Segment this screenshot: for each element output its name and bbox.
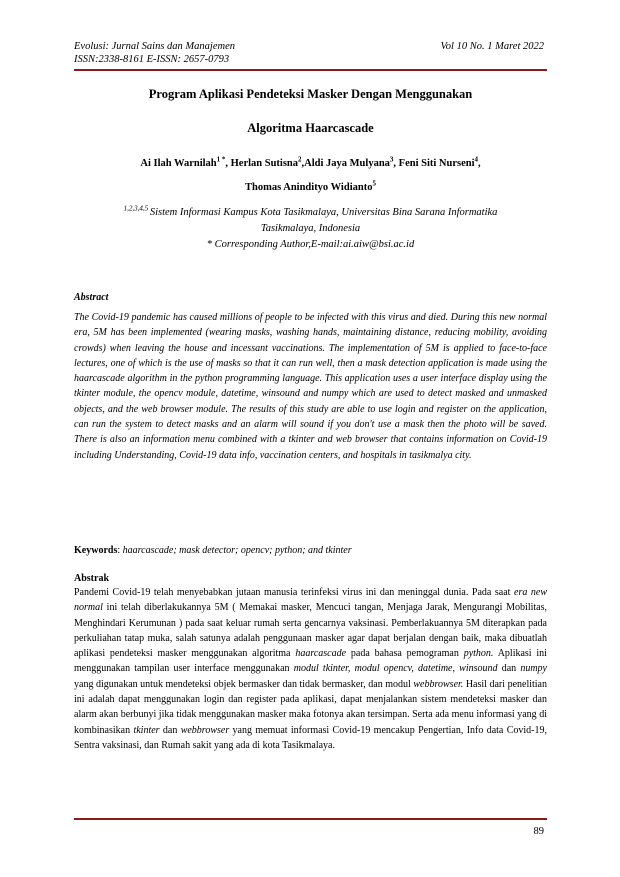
- abstrak-italic-run: haarcascade: [295, 648, 347, 660]
- abstrak-run: Aplikasi ini menggunakan tampilan user interface menggunakan: [74, 648, 547, 675]
- author-affiliation-mark: 3: [389, 155, 394, 164]
- paper-title-line-1: Program Aplikasi Pendeteksi Masker Dengan Menggunakan: [148, 87, 473, 101]
- journal-issn: ISSN:2338-8161 E-ISSN: 2657-0793: [74, 54, 230, 65]
- keywords-label: Keywords: [74, 545, 118, 556]
- abstrak-run: yang memuat informasi Covid-19 mencakup Pengertian, Info data Covid-19, Sentra vaksinasi, dan Rumah sakit yang ada di kota Tasikmalaya.: [74, 724, 547, 751]
- abstrak-italic-run: tkinter: [133, 724, 160, 736]
- abstrak-italic-run: webbrowser: [180, 724, 230, 736]
- author-affiliation-mark: 1 *: [216, 155, 226, 164]
- abstrak-run: pada bahasa pemograman: [346, 648, 464, 660]
- abstrak-italic-run: webbrowser.: [413, 678, 464, 690]
- affiliation-line: Tasikmalaya, Indonesia: [260, 223, 361, 234]
- author-name: Ai Ilah Warnilah: [140, 158, 217, 169]
- author-affiliation-mark: 4: [474, 155, 478, 164]
- abstrak-run: dan: [159, 724, 181, 736]
- abstrak-run: yang digunakan untuk mendeteksi objek bermasker dan tidak bermasker, dan modul: [74, 678, 414, 690]
- abstrak-text: [74, 585, 547, 753]
- running-header-left: [74, 40, 235, 66]
- abstrak-run: Pandemi Covid-19 telah menyebabkan jutaan manusia terinfeksi virus ini dan meninggal dunia. Pada saat: [74, 587, 514, 598]
- keywords-values: haarcascade; mask detector; opencv; python; and tkinter: [122, 545, 352, 556]
- author-name: Thomas Anindityo Widianto: [245, 182, 373, 193]
- header-rule: [74, 69, 547, 71]
- affiliation-line: Sistem Informasi Kampus Kota Tasikmalaya, Universitas Bina Sarana Informatika: [149, 207, 498, 218]
- abstrak-italic-run: modul tkinter, modul opencv, datetime, winsound: [293, 663, 498, 675]
- abstract-english-text: The Covid-19 pandemic has caused millions of people to be infected with this virus and died. During this new normal era, 5M has been implemented (wearing masks, washing hands, maintaining distance, reducing mobility, avoiding crowds) when leaving the house and incessant vaccinations. The implementation of 5M is applied to face-to-face lectures, one of which is the use of masks so that it can run well, then a mask detection application is made using the haarcascade algorithm in the python programming language. This application uses a user interface display using the tkinter module, the opencv module, datetime, winsound and numpy which are used to detect masked and unmasked objects, and the web browser module. The results of this study are able to use login and register on the application, can run the system to detect masks and an alarm will sound if you don't use a mask then the photo will be saved. There is also an information menu combined with a tkinter and web browser that contains information on Covid-19 including Understanding, Covid-19 data info, vaccination centers, and hospitals in tasikmalya city.: [74, 312, 547, 461]
- abstrak-italic-run: numpy: [520, 663, 547, 675]
- corresponding-author: * Corresponding Author,E-mail:ai.aiw@bsi.ac.id: [206, 239, 415, 250]
- affiliation-block: [74, 205, 547, 253]
- author-name: Aldi Jaya Mulyana: [304, 158, 390, 169]
- keywords-line: [74, 545, 352, 556]
- journal-name: Evolusi: Jurnal Sains dan Manajemen: [74, 41, 235, 52]
- abstrak-italic-run: era new normal: [74, 587, 547, 614]
- author-name: Herlan Sutisna: [230, 158, 299, 169]
- page-number: 89: [533, 826, 544, 837]
- paper-title-line-2: Algoritma Haarcascade: [247, 121, 374, 135]
- keywords-separator: :: [117, 545, 123, 556]
- abstrak-heading: Abstrak: [74, 573, 110, 584]
- author-name: Feni Siti Nurseni: [398, 158, 475, 169]
- author-affiliation-mark: 2: [298, 155, 302, 164]
- affiliation-marks: 1,2,3,4,5: [123, 204, 150, 213]
- running-header-right: Vol 10 No. 1 Maret 2022: [440, 41, 544, 52]
- abstrak-run: ini telah diberlakukannya 5M ( Memakai masker, Mencuci tangan, Menjaga Jarak, Mengurangi Mobilitas, Menghindari Kerumunan ) pada saat keluar rumah serta gencarnya vaksinasi. Pemberlakuannya 5M diterapkan pada perkuliahan tatap muka, salah satunya adalah penggunaan masker agar dapat berjalan dengan baik, maka dibuatlah aplikasi pendeteksi masker menggunakan algoritma: [74, 602, 547, 660]
- author-affiliation-mark: 5: [372, 179, 376, 188]
- abstrak-italic-run: python.: [463, 648, 494, 660]
- footer-rule: [74, 818, 547, 820]
- author-list: Ai Ilah Warnilah$^{1 *}$, Herlan Sutisna$^2$,Aldi Jaya Mulyana$^3$, Feni Siti Nurseni$^4$, Thomas Anindityo Widianto$^5$: [140, 155, 481, 193]
- abstract-heading: Abstract: [74, 292, 109, 303]
- abstrak-run: Hasil dari penelitian ini adalah dapat menggunakan login dan register pada aplikasi, dapat menjalankan sistem mendeteksi masker dan alarm akan berbunyi jika tidak menggunakan masker maka fotonya akan tersimpan. Serta ada menu informasi yang di kombinasikan: [74, 678, 547, 736]
- abstrak-run: dan: [497, 663, 521, 675]
